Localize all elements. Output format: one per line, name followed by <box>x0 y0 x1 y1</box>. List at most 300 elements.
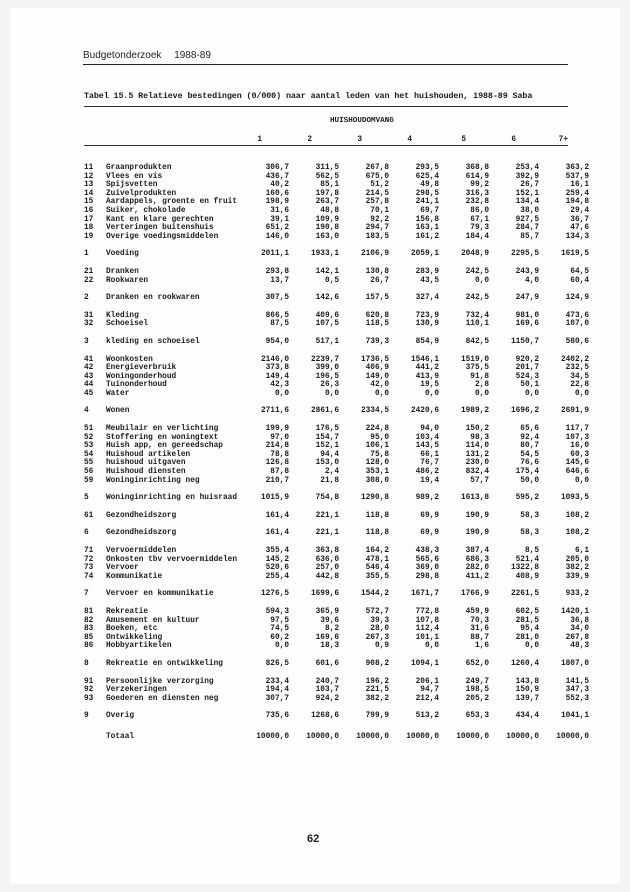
cell-value: 562,5 <box>315 172 340 181</box>
cell-value: 76,6 <box>520 459 540 468</box>
row-label: Dranken <box>106 267 139 276</box>
row-label: Overige voedingsmiddelen <box>106 232 219 241</box>
header-rule <box>83 64 568 65</box>
cell-value: 0,0 <box>474 276 490 285</box>
cell-value: 58,3 <box>520 511 540 520</box>
row-code: 93 <box>84 694 94 703</box>
cell-value: 29,4 <box>570 206 590 215</box>
cell-value: 413,9 <box>415 372 440 381</box>
cell-value: 373,8 <box>265 364 290 373</box>
cell-value: 175,4 <box>515 468 540 477</box>
cell-value: 224,8 <box>365 425 390 434</box>
cell-value: 652,0 <box>465 659 490 668</box>
cell-value: 40,2 <box>270 181 290 190</box>
cell-value: 799,9 <box>365 712 390 721</box>
table-row <box>84 294 589 303</box>
row-label: kleding en schoeisel <box>106 337 200 346</box>
row-label: Woninginrichting en huisraad <box>106 494 238 503</box>
cell-value: 614,9 <box>465 172 490 181</box>
running-head <box>83 50 221 61</box>
cell-value: 70,1 <box>370 206 390 215</box>
row-code: 17 <box>84 215 94 224</box>
cell-value: 190,8 <box>315 224 340 233</box>
cell-value: 70,3 <box>470 616 490 625</box>
cell-value: 13,7 <box>270 276 290 285</box>
cell-value: 139,7 <box>515 694 540 703</box>
cell-value: 39,1 <box>270 215 290 224</box>
cell-value: 107,5 <box>315 320 340 329</box>
cell-value: 42,0 <box>370 381 390 390</box>
cell-value: 284,7 <box>515 224 540 233</box>
cell-value: 101,1 <box>415 633 440 642</box>
row-label: Rekreatie en ontwikkeling <box>106 659 223 668</box>
row-label: Vlees en vis <box>106 172 163 181</box>
row-label: Vervoermiddelen <box>106 547 177 555</box>
cell-value: 31,6 <box>470 625 490 634</box>
row-spacer <box>84 416 589 425</box>
cell-value: 75,8 <box>370 450 390 459</box>
table-row <box>84 277 589 286</box>
table-row <box>84 634 589 643</box>
cell-value: 247,9 <box>515 294 540 303</box>
cell-value: 552,3 <box>565 694 590 703</box>
row-code: 74 <box>84 572 94 581</box>
cell-value: 620,8 <box>365 311 390 320</box>
cell-value: 1807,0 <box>560 659 590 668</box>
page-number: 62 <box>307 833 320 845</box>
table-row <box>84 338 589 347</box>
table-row <box>84 529 589 538</box>
table-row <box>84 547 589 556</box>
table-row <box>84 390 589 399</box>
row-spacer <box>84 303 589 312</box>
row-label: Kommunikatie <box>106 572 163 581</box>
cell-value: 126,8 <box>265 459 290 468</box>
cell-value: 281,5 <box>515 616 540 625</box>
cell-value: 124,9 <box>565 294 590 303</box>
row-label: Overig <box>106 712 135 721</box>
row-label: Zuivelprodukten <box>106 189 177 198</box>
row-spacer <box>84 703 589 712</box>
cell-value: 79,3 <box>470 224 490 233</box>
cell-value: 434,4 <box>515 712 540 721</box>
row-label: Boeken, etc <box>106 625 158 634</box>
cell-value: 924,2 <box>315 694 340 703</box>
cell-value: 1699,6 <box>310 590 340 599</box>
row-code: 19 <box>84 232 94 241</box>
cell-value: 294,7 <box>365 224 390 233</box>
cell-value: 2261,5 <box>510 590 540 599</box>
cell-value: 580,6 <box>565 337 590 346</box>
table-row <box>84 233 589 242</box>
row-label: Totaal <box>106 732 135 741</box>
cell-value: 411,2 <box>465 572 490 581</box>
table-row <box>84 642 589 651</box>
table-row <box>84 268 589 277</box>
table-row <box>84 608 589 617</box>
row-label: Onkosten tbv vervoermiddelen <box>106 555 238 564</box>
cell-value: 2295,5 <box>510 250 540 259</box>
row-label: Huishoud artikelen <box>106 450 191 459</box>
cell-value: 87,5 <box>270 320 290 329</box>
row-label: Water <box>106 389 130 398</box>
table-row <box>84 590 589 599</box>
row-code: 43 <box>84 372 94 381</box>
cell-value: 85,7 <box>520 232 540 241</box>
row-code: 18 <box>84 224 94 233</box>
cell-value: 263,7 <box>315 198 340 207</box>
cell-value: 408,9 <box>515 572 540 581</box>
cell-value: 50,0 <box>520 476 540 485</box>
row-code: 32 <box>84 320 94 329</box>
cell-value: 112,4 <box>415 625 440 634</box>
running-head-period: 1988-89 <box>174 50 211 61</box>
row-label: Aardappels, groente en fruit <box>106 198 238 207</box>
cell-value: 1290,8 <box>360 494 390 503</box>
row-spacer <box>84 669 589 678</box>
cell-value: 2402,2 <box>560 355 590 364</box>
cell-value: 267,8 <box>365 164 390 172</box>
cell-value: 0,0 <box>424 642 440 651</box>
row-label: Verzekeringen <box>106 686 167 695</box>
table-row <box>84 164 589 173</box>
cell-value: 517,1 <box>315 337 340 346</box>
table-row <box>84 373 589 382</box>
row-spacer <box>84 259 589 268</box>
cell-value: 1260,4 <box>510 659 540 668</box>
table-row <box>84 442 589 451</box>
cell-value: 2420,6 <box>410 407 440 416</box>
cell-value: 161,4 <box>265 529 290 538</box>
cell-value: 441,2 <box>415 364 440 373</box>
table-row <box>84 250 589 259</box>
cell-value: 8,5 <box>524 547 540 555</box>
row-code: 82 <box>84 616 94 625</box>
cell-value: 50,1 <box>520 381 540 390</box>
cell-value: 267,8 <box>565 633 590 642</box>
column-header: 1 <box>257 136 262 144</box>
cell-value: 130,8 <box>365 267 390 276</box>
cell-value: 39,3 <box>370 616 390 625</box>
cell-value: 34,0 <box>570 625 590 634</box>
cell-value: 58,3 <box>520 529 540 538</box>
column-header: 7+ <box>558 136 568 144</box>
row-code: 41 <box>84 355 94 364</box>
cell-value: 51,2 <box>370 181 390 190</box>
row-label: Gezondheidszorg <box>106 529 177 538</box>
cell-value: 232,8 <box>465 198 490 207</box>
table-row <box>84 407 589 416</box>
cell-value: 478,1 <box>365 555 390 564</box>
cell-value: 267,3 <box>365 633 390 642</box>
cell-value: 2861,6 <box>310 407 340 416</box>
cell-value: 210,7 <box>265 476 290 485</box>
cell-value: 520,6 <box>265 564 290 573</box>
row-code: 14 <box>84 189 94 198</box>
row-code: 2 <box>84 294 89 303</box>
column-header: 4 <box>407 136 412 144</box>
expenditure-table <box>84 164 589 744</box>
cell-value: 106,1 <box>365 442 390 451</box>
cell-value: 306,7 <box>265 164 290 172</box>
header-bottom-rule <box>84 145 568 146</box>
table-row <box>84 468 589 477</box>
cell-value: 981,0 <box>515 311 540 320</box>
cell-value: 157,5 <box>365 294 390 303</box>
cell-value: 1736,5 <box>360 355 390 364</box>
table-row <box>84 425 589 434</box>
cell-value: 259,4 <box>565 189 590 198</box>
cell-value: 0,0 <box>574 476 590 485</box>
cell-value: 1933,1 <box>310 250 340 259</box>
cell-value: 293,5 <box>415 164 440 172</box>
table-row <box>84 660 589 669</box>
cell-value: 60,4 <box>570 276 590 285</box>
cell-value: 537,9 <box>565 172 590 181</box>
row-spacer <box>84 485 589 494</box>
cell-value: 205,2 <box>465 694 490 703</box>
cell-value: 131,2 <box>465 450 490 459</box>
cell-value: 117,7 <box>565 425 590 434</box>
cell-value: 156,8 <box>415 215 440 224</box>
cell-value: 190,9 <box>465 511 490 520</box>
cell-value: 298,8 <box>415 572 440 581</box>
row-code: 15 <box>84 198 94 207</box>
cell-value: 954,0 <box>265 337 290 346</box>
row-label: Spijsvetten <box>106 181 158 190</box>
row-label: Hobbyartikelen <box>106 642 172 651</box>
cell-value: 10000,0 <box>406 732 440 741</box>
row-code: 54 <box>84 450 94 459</box>
cell-value: 920,2 <box>515 355 540 364</box>
row-code: 72 <box>84 555 94 564</box>
row-label: Wonen <box>106 407 130 416</box>
cell-value: 826,5 <box>265 659 290 668</box>
cell-value: 473,6 <box>565 311 590 320</box>
cell-value: 78,8 <box>270 450 290 459</box>
row-code: 1 <box>84 250 89 259</box>
cell-value: 21,8 <box>320 476 340 485</box>
cell-value: 0,0 <box>524 642 540 651</box>
row-label: Schoeisel <box>106 320 149 329</box>
cell-value: 69,7 <box>420 206 440 215</box>
cell-value: 311,5 <box>315 164 340 172</box>
cell-value: 513,2 <box>415 712 440 721</box>
cell-value: 214,8 <box>265 442 290 451</box>
cell-value: 392,9 <box>515 172 540 181</box>
cell-value: 197,8 <box>315 189 340 198</box>
cell-value: 4,0 <box>524 276 540 285</box>
row-code: 83 <box>84 625 94 634</box>
cell-value: 442,8 <box>315 572 340 581</box>
cell-value: 908,2 <box>365 659 390 668</box>
cell-value: 184,4 <box>465 232 490 241</box>
table-row <box>84 216 589 225</box>
row-code: 81 <box>84 607 94 616</box>
cell-value: 94,7 <box>420 686 440 695</box>
row-code: 4 <box>84 407 89 416</box>
cell-value: 130,9 <box>415 320 440 329</box>
cell-value: 154,7 <box>315 433 340 442</box>
row-code: 51 <box>84 425 94 434</box>
cell-value: 365,9 <box>315 607 340 616</box>
cell-value: 103,4 <box>415 433 440 442</box>
cell-value: 8,2 <box>324 625 340 634</box>
cell-value: 651,2 <box>265 224 290 233</box>
table-row <box>84 686 589 695</box>
cell-value: 205,0 <box>565 555 590 564</box>
column-header: 6 <box>511 136 516 144</box>
table-row <box>84 512 589 521</box>
cell-value: 307,7 <box>265 694 290 703</box>
cell-value: 10000,0 <box>306 732 340 741</box>
cell-value: 66,1 <box>420 450 440 459</box>
cell-value: 625,4 <box>415 172 440 181</box>
cell-value: 281,0 <box>515 633 540 642</box>
column-header: 2 <box>307 136 312 144</box>
cell-value: 355,5 <box>365 572 390 581</box>
row-code: 61 <box>84 511 94 520</box>
cell-value: 249,7 <box>465 677 490 686</box>
cell-value: 10000,0 <box>256 732 290 741</box>
cell-value: 163,1 <box>415 224 440 233</box>
cell-value: 221,5 <box>365 686 390 695</box>
row-label: Amusement en kultuur <box>106 616 200 625</box>
cell-value: 842,5 <box>465 337 490 346</box>
cell-value: 1613,8 <box>460 494 490 503</box>
row-code: 31 <box>84 311 94 320</box>
cell-value: 0,0 <box>424 389 440 398</box>
cell-value: 438,3 <box>415 547 440 555</box>
cell-value: 409,6 <box>315 311 340 320</box>
cell-value: 76,7 <box>420 459 440 468</box>
cell-value: 107,0 <box>565 320 590 329</box>
cell-value: 257,0 <box>315 564 340 573</box>
cell-value: 118,8 <box>365 511 390 520</box>
cell-value: 10000,0 <box>456 732 490 741</box>
cell-value: 0,0 <box>474 389 490 398</box>
cell-value: 86,0 <box>470 206 490 215</box>
cell-value: 1,6 <box>474 642 490 651</box>
cell-value: 0,0 <box>374 389 390 398</box>
cell-value: 94,0 <box>420 425 440 434</box>
cell-value: 92,4 <box>520 433 540 442</box>
cell-value: 232,5 <box>565 364 590 373</box>
row-label: Rekreatie <box>106 607 149 616</box>
table-row <box>84 356 589 365</box>
cell-value: 2239,7 <box>310 355 340 364</box>
cell-value: 240,7 <box>315 677 340 686</box>
cell-value: 363,2 <box>565 164 590 172</box>
table-row <box>84 364 589 373</box>
cell-value: 1420,1 <box>560 607 590 616</box>
cell-value: 87,8 <box>270 468 290 477</box>
cell-value: 114,0 <box>465 442 490 451</box>
row-code: 92 <box>84 686 94 695</box>
cell-value: 38,0 <box>520 206 540 215</box>
row-label: Woonkosten <box>106 355 153 364</box>
cell-value: 48,3 <box>570 642 590 651</box>
cell-value: 2,8 <box>474 381 490 390</box>
cell-value: 675,0 <box>365 172 390 181</box>
cell-value: 353,1 <box>365 468 390 477</box>
row-label: Voeding <box>106 250 139 259</box>
table-row <box>84 320 589 329</box>
cell-value: 739,3 <box>365 337 390 346</box>
cell-value: 194,4 <box>265 686 290 695</box>
cell-value: 10000,0 <box>556 732 590 741</box>
column-spanner: HUISHOUDOMVANG <box>330 117 394 125</box>
row-code: 21 <box>84 267 94 276</box>
cell-value: 255,4 <box>265 572 290 581</box>
cell-value: 2011,1 <box>260 250 290 259</box>
cell-value: 308,0 <box>365 476 390 485</box>
cell-value: 0,0 <box>324 389 340 398</box>
table-row <box>84 312 589 321</box>
row-code: 3 <box>84 337 89 346</box>
cell-value: 42,3 <box>270 381 290 390</box>
row-code: 91 <box>84 677 94 686</box>
cell-value: 85,1 <box>320 181 340 190</box>
row-spacer <box>84 651 589 660</box>
cell-value: 152,1 <box>315 442 340 451</box>
cell-value: 2059,1 <box>410 250 440 259</box>
cell-value: 0,0 <box>274 642 290 651</box>
cell-value: 1546,1 <box>410 355 440 364</box>
row-code: 44 <box>84 381 94 390</box>
cell-value: 194,8 <box>565 198 590 207</box>
cell-value: 169,6 <box>515 320 540 329</box>
cell-value: 1989,2 <box>460 407 490 416</box>
row-code: 13 <box>84 181 94 190</box>
cell-value: 735,6 <box>265 712 290 721</box>
row-spacer <box>84 599 589 608</box>
cell-value: 134,3 <box>565 232 590 241</box>
cell-value: 1268,6 <box>310 712 340 721</box>
cell-value: 149,4 <box>265 372 290 381</box>
running-head-title: Budgetonderzoek <box>83 50 162 61</box>
cell-value: 161,2 <box>415 232 440 241</box>
cell-value: 243,9 <box>515 267 540 276</box>
cell-value: 382,2 <box>565 564 590 573</box>
table-row <box>84 494 589 503</box>
cell-value: 355,4 <box>265 547 290 555</box>
cell-value: 0,0 <box>274 389 290 398</box>
row-spacer <box>84 503 589 512</box>
cell-value: 196,5 <box>315 372 340 381</box>
cell-value: 196,2 <box>365 677 390 686</box>
row-label: Kant en klare gerechten <box>106 215 214 224</box>
cell-value: 221,1 <box>315 511 340 520</box>
cell-value: 2106,9 <box>360 250 390 259</box>
cell-value: 2691,9 <box>560 407 590 416</box>
cell-value: 546,4 <box>365 564 390 573</box>
row-spacer <box>84 581 589 590</box>
cell-value: 327,4 <box>415 294 440 303</box>
row-label: Stoffering en woningtext <box>106 433 219 442</box>
cell-value: 143,5 <box>415 442 440 451</box>
cell-value: 347,3 <box>565 686 590 695</box>
cell-value: 2711,6 <box>260 407 290 416</box>
cell-value: 1519,0 <box>460 355 490 364</box>
row-code: 7 <box>84 590 89 599</box>
cell-value: 1093,5 <box>560 494 590 503</box>
table-row <box>84 198 589 207</box>
row-code: 11 <box>84 164 94 172</box>
cell-value: 153,0 <box>315 459 340 468</box>
cell-value: 257,8 <box>365 198 390 207</box>
cell-value: 6,1 <box>574 547 590 555</box>
